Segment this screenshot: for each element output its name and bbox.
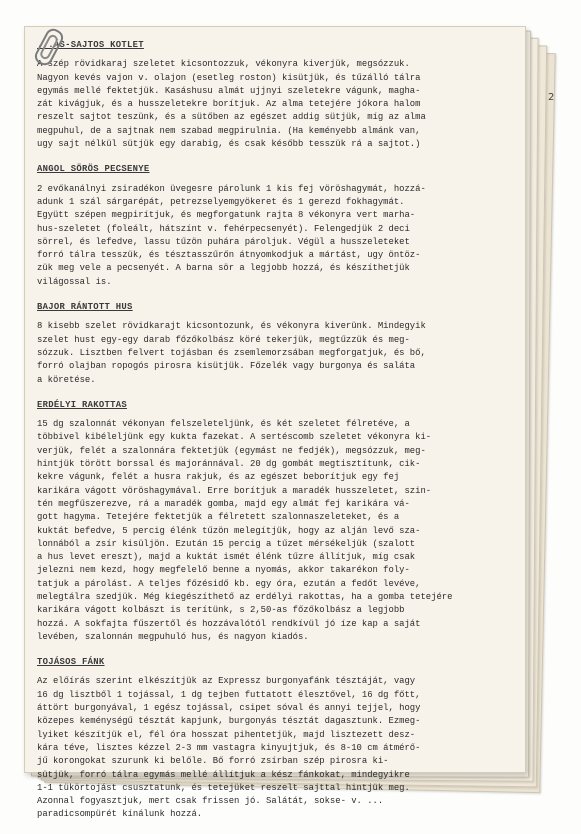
recipe-title: ERDÉLYI RAKOTTAS — [37, 399, 128, 410]
text-line: karikára vágott vöröshagymával. Erre borítjuk a maradék husszeletet, szin- — [37, 485, 432, 496]
text-line: tén megfűszerezve, rá a maradék gomba, majd egy almát fej karikára vá- — [37, 498, 410, 509]
text-line: ugy sajt nélkül sütjük egy darabig, és csak később tesszük rá a sajtot.) — [37, 139, 421, 150]
text-line: reszelt sajtot teszünk, és a sütőben az egészet addig sütjük, míg az alma — [37, 112, 426, 123]
text-line: gott hagyma. Tetejére fektetjük a félretett szalonnaszeleteket, és a — [37, 512, 400, 523]
text-line: tatjuk a párolást. A teljes főzésidő kb. egy óra, ezután a fedőt levéve, — [37, 578, 421, 589]
recipe-text — [37, 183, 517, 289]
text-line: kekre vágunk, felét a husra rakjuk, és az egészet beborítjuk egy fej — [37, 472, 400, 483]
text-line: közepes keménységű tésztát kapjunk, burgonyás tésztát dagasztunk. Ezmeg- — [37, 716, 421, 727]
recipe-title: ANGOL SÖRÖS PECSENYE — [37, 164, 150, 175]
text-line: sörrel, és lefedve, lassu tűzön puhára pároljuk. Végül a husszeleteket — [37, 236, 410, 247]
typewritten-page — [24, 26, 526, 820]
text-line: Együtt szépen megpirítjuk, és megforgatunk rajta 8 vékonyra vert marha- — [37, 210, 416, 221]
text-line: melegtálra szedjük. Még kiegészíthető az erdélyi rakottas, ha a gomba tetejére — [37, 591, 453, 602]
text-line: 8 kisebb szelet rövidkarajt kicsontozunk, és vékonyra kiverünk. Mindegyik — [37, 321, 426, 332]
text-line: forró tálra tesszük, és tésztasszűrőn átnyomkodjuk a mártást, ugy öntöz- — [37, 250, 421, 261]
text-line: Az előírás szerint elkészítjük az Expressz burgonyafánk tésztáját, vagy — [37, 676, 416, 687]
text-line: egymás mellé fektetjük. Kasáshusu almát ujjnyi szeletekre vágunk, magha- — [37, 85, 421, 96]
text-line: hozzá. A sokfajta fűszertől és hozzávalótól rendkívül jó íze kap a saját — [37, 618, 421, 629]
text-line: zát kivágjuk, és a husszeletekre borítjuk. Az alma tetejére jókora halom — [37, 99, 421, 110]
recipe-title: ...ÁS-SAJTOS KOTLET — [37, 40, 144, 50]
text-line: jű korongokat szurunk ki belőle. Bő forró zsírban szép pirosra ki- — [37, 756, 389, 767]
text-line: verjük, felét a szalonnára fektetjük (egymást ne fedjék), megsózzuk, meg- — [37, 445, 426, 456]
recipe-text — [37, 675, 517, 821]
text-line: világossal is. — [37, 276, 112, 287]
text-line: 16 dg lisztből 1 tojással, 1 dg tejben futtatott élesztővel, 16 dg főtt, — [37, 689, 421, 700]
recipe-block — [37, 399, 517, 644]
recipe-title: TOJÁSOS FÁNK — [37, 657, 105, 668]
text-line: hintjük törött borssal és majoránnával. 20 dg gombát megtisztítunk, cik- — [37, 459, 421, 470]
recipe-title: BAJOR RÁNTOTT HUS — [37, 302, 133, 313]
text-line: szelet hust egy-egy darab főzőkolbász köré tekerjük, megtűzzük és meg- — [37, 334, 410, 345]
recipe-block — [37, 39, 517, 151]
side-annotation: 2 — [548, 92, 555, 103]
text-line: lonnából a zsír kisüljön. Ezután 15 percig a tűzet mérsékeljük (szalott — [37, 538, 416, 549]
text-line: paradicsompürét kínálunk hozzá. — [37, 809, 203, 820]
text-line: többivel kibéleljünk egy kukta fazekat. A sertéscomb szeletet vékonyra ki- — [37, 432, 432, 443]
text-line: A szép rövidkaraj szeletet kicsontozzuk, vékonyra kiverjük, megsózzuk. — [37, 59, 410, 70]
text-line: áttört burgonyával, 1 egész tojással, csipet sóval és annyi tejjel, hogy — [37, 703, 421, 714]
text-line: a köretése. — [37, 374, 96, 385]
text-line: jelezni nem kezd, hogy megfelelő benne a nyomás, akkor takarékon foly- — [37, 565, 410, 576]
text-line: karikára vágott kolbászt is terítünk, s 2,50-as főzőkolbász a legjobb — [37, 605, 405, 616]
text-line: sütjük, forró tálra egymás mellé állítjuk a kész fánkokat, mindegyikre — [37, 769, 410, 780]
text-line: sózzuk. Lisztben felvert tojásban és zsemlemorzsában megforgatjuk, és bő, — [37, 347, 426, 358]
text-line: kára téve, lisztes kézzel 2-3 mm vastagra kinyujtjuk, és 8-10 cm átmérő- — [37, 742, 421, 753]
text-line: lyiket készítjük el, fél óra hosszat pihentetjük, majd lisztezett desz- — [37, 729, 416, 740]
text-line: hus-szeletet (foleált, hátszínt v. fehérpecsenyét). Felengedjük 2 deci — [37, 223, 410, 234]
recipe-block — [37, 163, 517, 289]
recipe-text — [37, 418, 517, 644]
text-line: forró olajban ropogós pirosra kisütjük. Főzelék vagy burgonya és saláta — [37, 361, 416, 372]
recipe-block — [37, 656, 517, 822]
text-line: 15 dg szalonnát vékonyan felszeleteljünk, és két szeletet félretéve, a — [37, 419, 410, 430]
recipe-block — [37, 301, 517, 387]
text-line: adunk 1 szál sárgarépát, petrezselyemgyökeret és 1 gerezd fokhagymát. — [37, 196, 405, 207]
text-line: levében, szalonnán megpuhuló hus, és nagyon kiadós. — [37, 631, 309, 642]
text-line: Azonnal fogyasztjuk, mert csak frissen jó. Salátát, sokse- v. ... — [37, 796, 384, 807]
text-line: 2 evőkanálnyi zsiradékon üvegesre párolunk 1 kis fej vöröshagymát, hozzá- — [37, 183, 426, 194]
text-line: a hus levet ereszt), majd a kuktát ismét élénk tűzre állítjuk, míg csak — [37, 552, 416, 563]
recipe-text — [37, 320, 517, 386]
text-line: 1-1 tükörtojást csusztatunk, és tetejüket reszelt sajttal hintjük meg. — [37, 782, 410, 793]
text-line: kuktát befedve, 5 percig élénk tűzön melegítjük, hogy az alján levő sza- — [37, 525, 421, 536]
text-line: Nagyon kevés vajon v. olajon (esetleg roston) kisütjük, és tűzálló tálra — [37, 72, 421, 83]
recipe-list — [37, 39, 517, 834]
text-line: zük meg vele a pecsenyét. A barna sör a legjobb hozzá, és készíthetjük — [37, 263, 410, 274]
recipe-text — [37, 58, 517, 151]
text-line: megpuhul, de a sajtnak nem szabad megpirulnia. (Ha keményebb almánk van, — [37, 125, 421, 136]
